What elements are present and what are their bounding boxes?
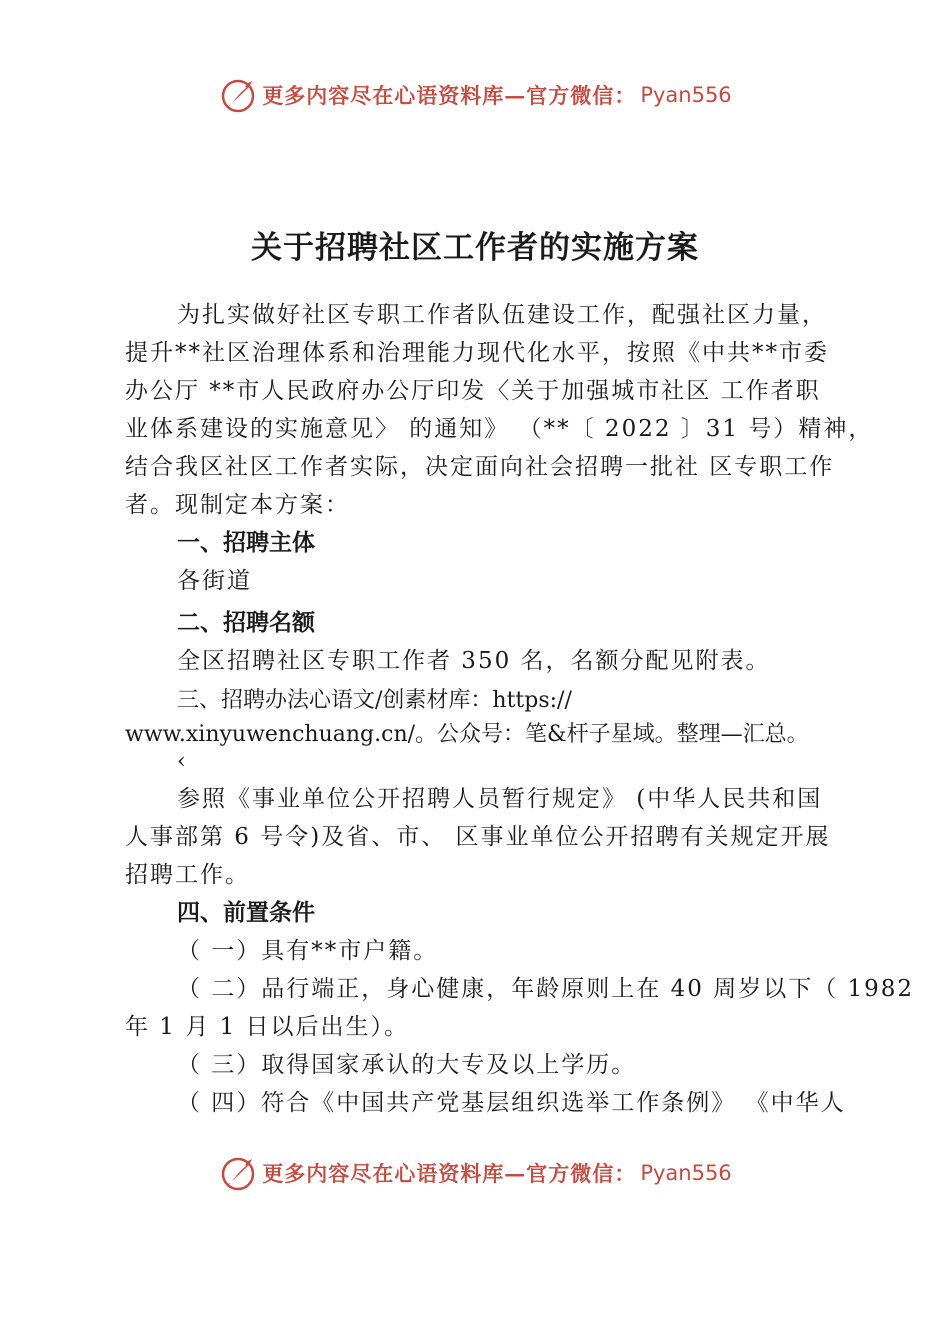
section-1-heading: 一、招聘主体 xyxy=(177,530,315,556)
intro-line: 结合我区社区工作者实际，决定面向社会招聘一批社 区专职工作 xyxy=(125,454,835,480)
page-title: 关于招聘社区工作者的实施方案 xyxy=(251,230,699,266)
section-3-text: 参照《事业单位公开招聘人员暂行规定》 (中华人民共和国 xyxy=(177,786,823,812)
section-2-text: 全区招聘社区专职工作者 350 名，名额分配见附表。 xyxy=(177,648,771,674)
section-3-heading-line: www.xinyuwenchuang.cn/。公众号：笔&杆子星域。整理—汇总。 xyxy=(125,722,809,747)
condition-item: （ 四）符合《中国共产党基层组织选举工作条例》 《中华人 xyxy=(177,1090,846,1116)
document-body xyxy=(125,296,915,1122)
section-3-heading-line: ‹ xyxy=(177,749,186,774)
intro-line: 业体系建设的实施意见〉 的通知》 （**〔 2022 〕31 号）精神， xyxy=(125,416,874,442)
section-4-heading: 四、前置条件 xyxy=(177,900,315,926)
banner-wechat-id: Pyan556 xyxy=(640,83,732,107)
header-banner xyxy=(0,70,950,120)
banner-wechat-id: Pyan556 xyxy=(640,1161,732,1185)
banner-text: 更多内容尽在心语资料库—官方微信： xyxy=(262,1161,637,1186)
intro-line: 办公厅 **市人民政府办公厅印发〈关于加强城市社区 工作者职 xyxy=(125,378,821,404)
section-3-heading-line: 三、招聘办法心语文/创素材库：https:// xyxy=(177,688,572,713)
intro-line: 为扎实做好社区专职工作者队伍建设工作，配强社区力量， xyxy=(177,302,827,328)
intro-line: 者。现制定本方案： xyxy=(125,492,350,518)
section-3-text: 招聘工作。 xyxy=(125,862,250,888)
intro-line: 提升**社区治理体系和治理能力现代化水平，按照《中共**市委 xyxy=(125,340,829,366)
quill-logo-icon xyxy=(218,75,258,115)
condition-item: （ 一）具有**市户籍。 xyxy=(177,938,439,964)
quill-logo-icon xyxy=(218,1153,258,1193)
condition-item: （ 三）取得国家承认的大专及以上学历。 xyxy=(177,1052,637,1078)
footer-banner xyxy=(0,1148,950,1198)
section-1-text: 各街道 xyxy=(177,568,252,594)
section-2-heading: 二、招聘名额 xyxy=(177,610,315,636)
section-3-text: 人事部第 6 号令)及省、市、 区事业单位公开招聘有关规定开展 xyxy=(125,824,831,850)
condition-item: 年 1 月 1 日以后出生）。 xyxy=(125,1014,410,1040)
banner-text: 更多内容尽在心语资料库—官方微信： xyxy=(262,83,637,108)
condition-item: （ 二）品行端正，身心健康，年龄原则上在 40 周岁以下（ 1982 xyxy=(177,976,915,1002)
